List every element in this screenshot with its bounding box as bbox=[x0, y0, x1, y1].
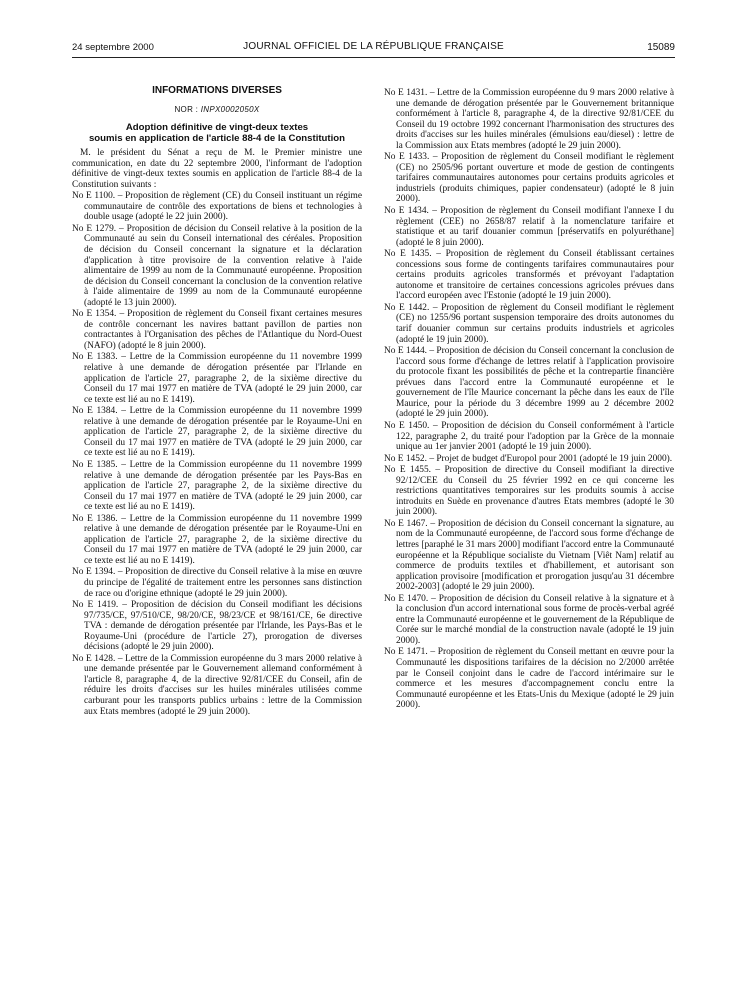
entry-number: No E 1279. bbox=[72, 223, 117, 234]
document-entry bbox=[72, 406, 362, 459]
entry-number: No E 1383. bbox=[72, 352, 118, 363]
entry-text: – Proposition de règlement du Conseil modifiant le règlement (CE) no 1255/96 portant suspension temporaire des droits autonomes du tarif douanier commun sur certains produits industriels et agricoles (adopté le 19 juin 2000). bbox=[396, 302, 675, 345]
document-entry bbox=[72, 514, 362, 567]
entry-number: No E 1467. bbox=[384, 518, 428, 529]
entry-number: No E 1385. bbox=[72, 459, 118, 470]
entry-number: No E 1470. bbox=[384, 593, 429, 604]
entry-number: No E 1354. bbox=[72, 309, 117, 320]
entry-text: – Lettre de la Commission européenne du 3 mars 2000 relative à une demande présentée par le Gouvernement allemand conformément à l'article 8, paragraphe 4, de la directive 92/81/CEE du Conseil, afin de réduire les droits d'accises sur les huiles minérales utilisées comme carburant pour les transports publics urbains : lettre de la Commission aux Etats membres (adopté le 29 juin 2000). bbox=[84, 653, 362, 717]
document-entry bbox=[72, 224, 362, 308]
nor-label: NOR : bbox=[174, 104, 199, 114]
document-entry bbox=[384, 346, 674, 420]
document-entry bbox=[384, 454, 674, 465]
entry-number: No E 1444. bbox=[384, 346, 427, 357]
entry-number: No E 1431. bbox=[384, 88, 428, 98]
entry-text: – Lettre de la Commission européenne du 9 mars 2000 relative à une demande de dérogation présentée par le Gouvernement britannique conformément à l'article 8, paragraphe 4, de la directive 92/81/CEE du Conseil du 19 octobre 1992 concernant l'harmonisation des structures des droits d'accises sur les huiles minérales (émulsions eau/diesel) : lettre de la Commission aux Etats membres (adopté le 29 juin 2000). bbox=[396, 88, 674, 151]
document-entry bbox=[72, 567, 362, 599]
document-entry bbox=[384, 88, 674, 151]
entry-number: No E 1450. bbox=[384, 420, 430, 431]
entry-text: – Proposition de règlement du Conseil établissant certaines concessions sous forme de contingents tarifaires communautaires pour certains produits agricoles transformés et prévoyant l'adaptation autonome et transitoire de certaines concessions agricoles prévues dans l'accord européen avec l'Estonie (adopté le 19 juin 2000). bbox=[396, 249, 674, 302]
entry-number: No E 1471. bbox=[384, 647, 428, 658]
header-rule bbox=[72, 57, 675, 58]
document-entry bbox=[384, 519, 674, 593]
entry-number: No E 1442. bbox=[384, 302, 430, 313]
entry-text: – Proposition de règlement (CE) du Conseil instituant un régime communautaire de contrôle des exportations de biens et technologies à double usage (adopté le 22 juin 2000). bbox=[84, 191, 362, 223]
article-title-line2: soumis en application de l'article 88-4 de la Constitution bbox=[88, 132, 346, 144]
entry-text: – Lettre de la Commission européenne du 11 novembre 1999 relative à une demande de dérogation présentée par l'Irlande en application de l'article 27, paragraphe 2, de la sixième directive du Conseil du 17 mai 1977 en matière de TVA (adopté le 29 juin 2000, car ce texte est lié au no E 1419). bbox=[84, 352, 362, 405]
nor-reference bbox=[72, 105, 362, 116]
entry-number: No E 1455. bbox=[384, 465, 432, 476]
document-entry bbox=[72, 600, 362, 653]
article-title-line1: Adoption définitive de vingt-deux textes bbox=[125, 122, 309, 134]
document-entry bbox=[384, 206, 674, 248]
right-entry-list bbox=[384, 88, 674, 711]
entry-number: No E 1384. bbox=[72, 406, 118, 417]
entry-text: – Proposition de décision du Conseil conformément à l'article 122, paragraphe 2, du traité pour l'adoption par la Grèce de la monnaie unique au 1er janvier 2001 (adopté le 19 juin 2000). bbox=[396, 420, 675, 453]
document-entry bbox=[384, 465, 674, 518]
document-entry bbox=[384, 647, 674, 710]
document-entry bbox=[384, 421, 674, 453]
entry-number: No E 1100. bbox=[72, 191, 116, 202]
right-column bbox=[384, 88, 674, 712]
left-entry-list bbox=[72, 191, 362, 717]
entry-number: No E 1435. bbox=[384, 249, 432, 260]
document-entry bbox=[72, 309, 362, 351]
entry-text: – Proposition de décision du Conseil modifiant les décisions 97/735/CE, 97/510/CE, 98/20/CE, 98/23/CE et 98/161/CE, 6e directive TVA : demande de dérogation présentée par l'Irlande, les Pays-Bas et le Royaume-Uni (procédure de l'article 27), prorogation de diverses décisions (adopté le 29 juin 2000). bbox=[84, 600, 363, 653]
article-title bbox=[72, 123, 362, 144]
document-entry bbox=[72, 191, 362, 223]
entry-number: No E 1419. bbox=[72, 600, 119, 611]
section-title: INFORMATIONS DIVERSES bbox=[152, 85, 282, 96]
entry-number: No E 1434. bbox=[384, 206, 429, 217]
header-date: 24 septembre 2000 bbox=[72, 42, 154, 53]
entry-text: – Lettre de la Commission européenne du 11 novembre 1999 relative à une demande de dérogation présentée par le Royaume-Uni en application de l'article 27, paragraphe 2, de la sixième directive du Conseil du 17 mai 1977 en matière de TVA (adopté le 29 juin 2000, car ce texte est lié au no E 1419). bbox=[84, 513, 362, 566]
nor-code: INPX0002050X bbox=[200, 104, 260, 114]
entry-text: – Proposition de décision du Conseil relative à la signature et à la conclusion d'un accord international sous forme de procès-verbal agréé entre la Communauté européenne et le gouvernement de la République de Corée sur le marché mondial de la construction navale (adopté le 19 juin 2000). bbox=[396, 593, 674, 646]
entry-number: No E 1428. bbox=[72, 653, 116, 664]
document-entry bbox=[384, 152, 674, 205]
entry-text: – Proposition de décision du Conseil concernant la signature, au nom de la Communauté européenne, de l'accord sous forme d'échange de lettres [paraphé le 31 mars 2000] modifiant l'accord entre la Communauté européenne et la République socialiste du Vietnam [Viêt Nam] relatif au commerce de produits textiles et d'habillement, et autorisant son application provisoire [modification et prorogation jusqu'au 31 décembre 2002-2003] (adopté le 29 juin 2000). bbox=[396, 518, 674, 593]
entry-text: – Projet de budget d'Europol pour 2001 (adopté le 19 juin 2000). bbox=[429, 453, 673, 464]
entry-text: – Lettre de la Commission européenne du 11 novembre 1999 relative à une demande de dérogation présentée par les Pays-Bas en application de l'article 27, paragraphe 2, de la sixième directive du Conseil du 17 mai 1977 en matière de TVA (adopté le 29 juin 2000, car ce texte est lié au no E 1419). bbox=[84, 459, 362, 513]
document-entry bbox=[72, 460, 362, 513]
left-column bbox=[72, 86, 362, 718]
page-header bbox=[72, 40, 675, 56]
journal-title: JOURNAL OFFICIEL DE LA RÉPUBLIQUE FRANÇAISE bbox=[243, 41, 504, 52]
page-number: 15089 bbox=[647, 42, 675, 53]
document-entry bbox=[72, 352, 362, 405]
entry-text: – Proposition de règlement du Conseil modifiant le règlement (CE) no 2505/96 portant ouverture et mode de gestion de contingents tarifaires communautaires autonomes pour certains produits agricoles et industriels (produits chimiques, papier condensateur) (adopté le 8 juin 2000). bbox=[396, 152, 675, 205]
entry-number: No E 1452. bbox=[384, 453, 427, 464]
entry-text: – Lettre de la Commission européenne du 11 novembre 1999 relative à une demande de dérogation présentée par le Royaume-Uni en application de l'article 27, paragraphe 2, de la sixième directive du Conseil du 17 mai 1977 en matière de TVA (adopté le 29 juin 2000, car ce texte est lié au no E 1419). bbox=[84, 406, 362, 459]
entry-text: – Proposition de décision du Conseil relative à la position de la Communauté au sein du Conseil international des céréales. Proposition de décision du Conseil concernant la signature et la déclaration d'application à titre provisoire de la convention relative à l'aide alimentaire de 1999 au nom de la Communauté européenne. Proposition de décision du Conseil concernant la conclusion de la convention relative à l'aide alimentaire de 1999 au nom de la Communauté européenne (adopté le 13 juin 2000). bbox=[84, 223, 362, 308]
entry-text: – Proposition de décision du Conseil concernant la conclusion de l'accord sous forme d'échange de lettres relatif à l'application provisoire du protocole fixant les possibilités de pêche et la contrepartie financière prévues dans l'accord entre la Communauté européenne et le gouvernement de l'île Maurice concernant la pêche dans les eaux de l'île Maurice, pour la période du 3 décembre 1999 au 2 décembre 2002 (adopté le 29 juin 2000). bbox=[396, 346, 675, 420]
entry-text: – Proposition de règlement du Conseil fixant certaines mesures de contrôle concernant les navires battant pavillon de parties non contractantes à l'Organisation des pêches de l'Atlantique du Nord-Ouest (NAFO) (adopté le 8 juin 2000). bbox=[84, 309, 362, 351]
document-entry bbox=[384, 594, 674, 647]
entry-number: No E 1386. bbox=[72, 513, 118, 524]
entry-number: No E 1433. bbox=[384, 152, 430, 163]
entry-text: – Proposition de règlement du Conseil mettant en œuvre pour la Communauté les dispositions tarifaires de la décision no 2/2000 arrêtée par le Conseil conjoint dans le cadre de l'accord intérimaire sur le commerce et les mesures d'accompagnement conclu entre la Communauté européenne et les Etats-Unis du Mexique (adopté le 29 juin 2000). bbox=[396, 647, 675, 711]
document-entry bbox=[384, 249, 674, 302]
entry-text: – Proposition de règlement du Conseil modifiant l'annexe I du règlement (CEE) no 2658/87 relatif à la nomenclature tarifaire et statistique et au tarif douanier commun [préservatifs en polyuréthane] (adopté le 8 juin 2000). bbox=[396, 206, 674, 248]
intro-paragraph: M. le président du Sénat a reçu de M. le Premier ministre une communication, en date du 22 septembre 2000, l'informant de l'adoption définitive de vingt-deux textes soumis en application de l'article 88-4 de la Constitution suivants : bbox=[72, 148, 362, 190]
entry-text: – Proposition de directive du Conseil modifiant la directive 92/12/CEE du Conseil du 25 février 1992 en ce qui concerne les restrictions quantitatives temporaires sur les produits soumis à accise introduits en Suède en provenance d'autres Etats membres (adopté le 30 juin 2000). bbox=[396, 465, 674, 518]
document-entry bbox=[384, 303, 674, 345]
entry-number: No E 1394. bbox=[72, 567, 116, 578]
document-entry bbox=[72, 654, 362, 717]
entry-text: – Proposition de directive du Conseil relative à la mise en œuvre du principe de l'égalité de traitement entre les personnes sans distinction de race ou d'origine ethnique (adopté le 29 juin 2000). bbox=[84, 567, 363, 599]
